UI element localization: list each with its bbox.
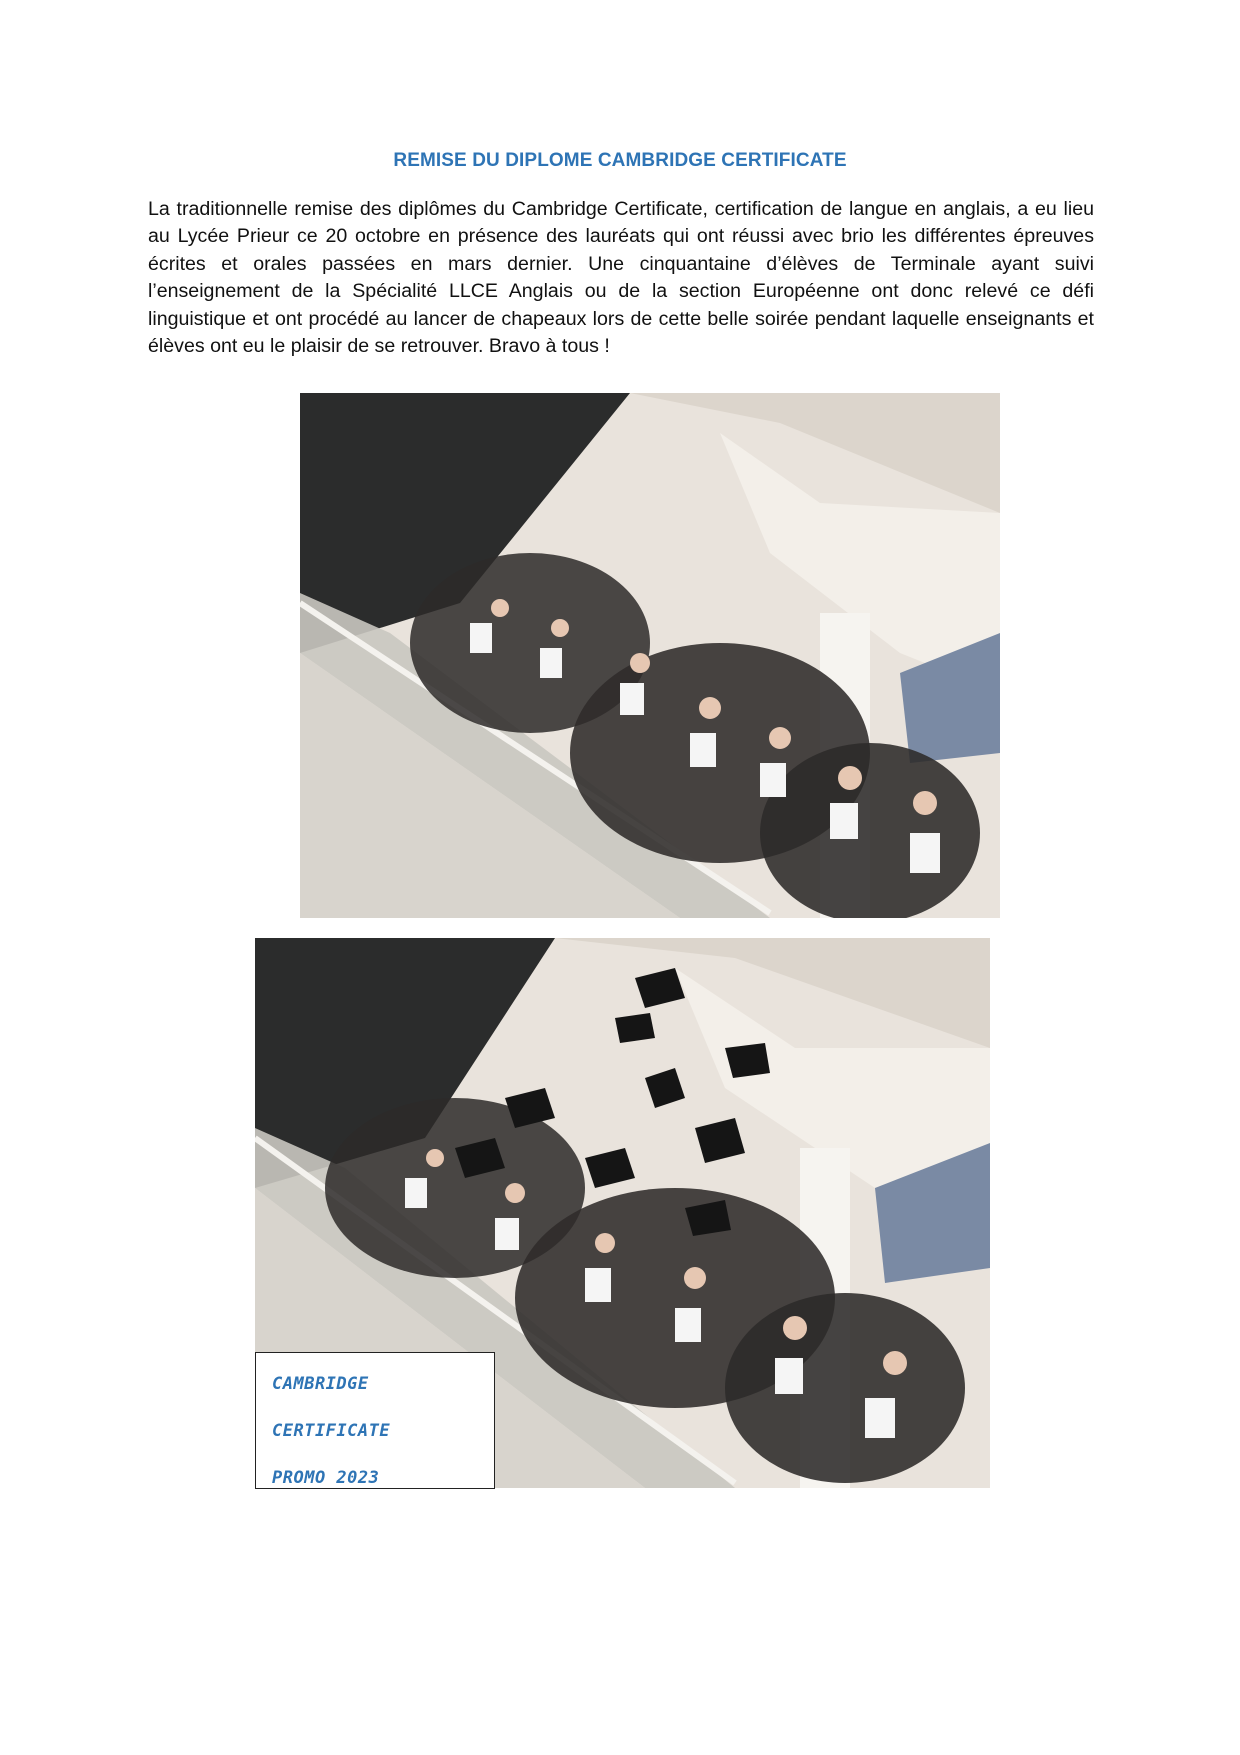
document-paragraph: La traditionnelle remise des diplômes du Cambridge Certificate, certification de langue en anglais, a eu lieu au Lycée Prieur ce 20 octobre en présence des lauréats qui ont réussi avec brio les différentes épreuves écrites et orales passées en mars dernier. Une cinquantaine d’élèves de Terminale ayant suivi l’enseignement de la Spécialité LLCE Anglais ou de la section Européenne ont donc relevé ce défi linguistique et ont procédé au lancer de chapeaux lors de cette belle soirée pendant laquelle enseignants et élèves ont eu le plaisir de se retrouver. Bravo à tous ! <box>148 198 1094 358</box>
group-photo-illustration <box>300 393 1000 918</box>
group-photo-staircase <box>300 393 1000 918</box>
caption-line-promo: PROMO 2023 <box>272 1468 380 1488</box>
document-title: REMISE DU DIPLOME CAMBRIDGE CERTIFICATE <box>393 150 847 171</box>
promo-caption-box <box>255 1352 495 1489</box>
caption-line-certificate: CERTIFICATE <box>272 1421 391 1441</box>
caption-line-cambridge: CAMBRIDGE <box>272 1374 369 1394</box>
